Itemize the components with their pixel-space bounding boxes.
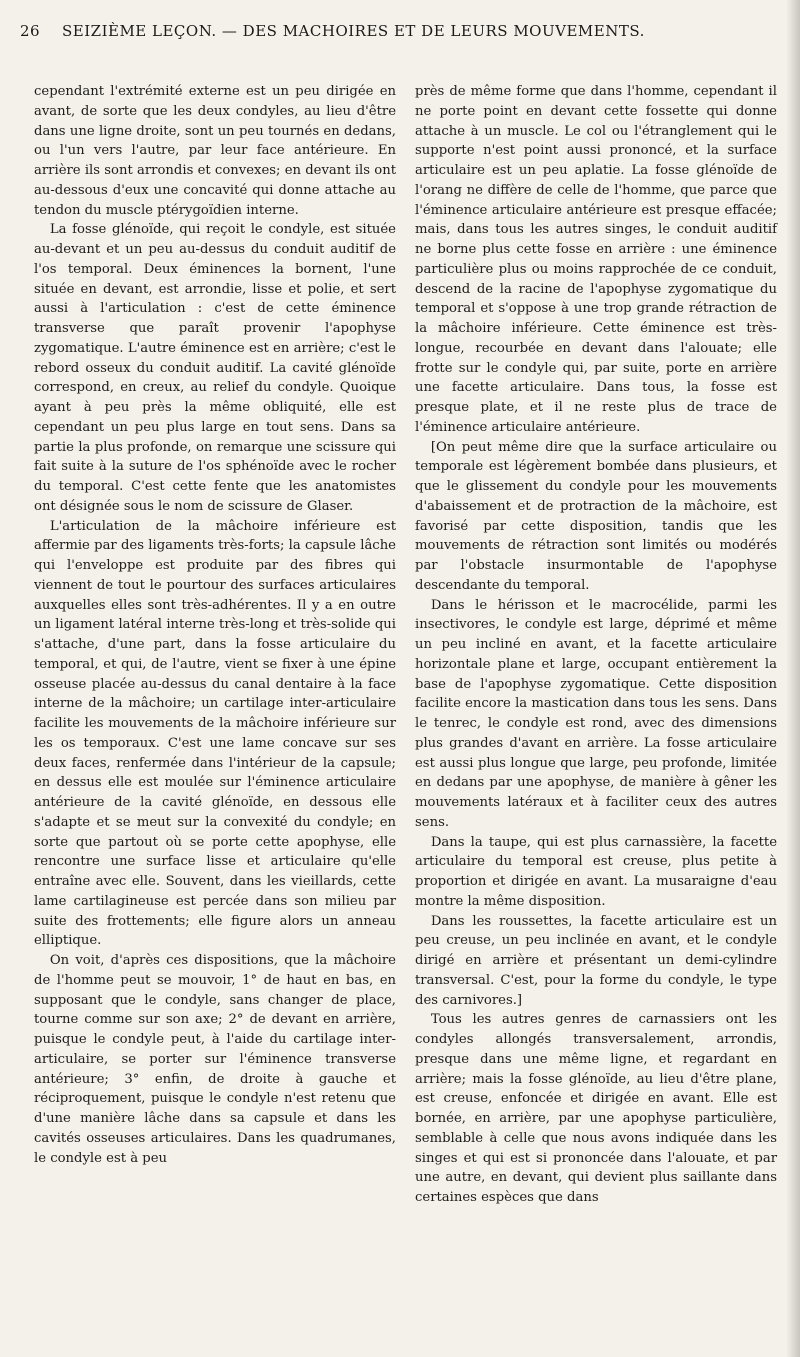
- paragraph: On voit, d'après ces dispositions, que la mâchoire de l'homme peut se mouvoir, 1° de haut en bas, en supposant que le condyle, sans changer de place, tourne comme sur son axe; 2° de devant en arrière, puisque le condyle peut, à l'aide du cartilage inter-articulaire, se porter sur l'éminence transverse antérieure; 3° enfin, de droite à gauche et réciproquement, puisque le condyle n'est retenu que d'une manière lâche dans sa capsule et dans les cavités osseuses articulaires. Dans les quadrumanes, le condyle est à peu: [34, 953, 396, 1166]
- page-number: 26: [20, 22, 41, 40]
- running-title: SEIZIÈME LEÇON. — DES MACHOIRES ET DE LEURS MOUVEMENTS.: [62, 22, 645, 40]
- paragraph: L'articulation de la mâchoire inférieure est affermie par des ligaments très-forts; la capsule lâche qui l'enveloppe est produite par des fibres qui viennent de tout le pourtour des surfaces articulaires auxquelles elles sont très-adhérentes. Il y a en outre un ligament latéral interne très-long et très-solide qui s'attache, d'une part, dans la fosse articulaire du temporal, et qui, de l'autre, vient se fixer à une épine osseuse placée au-dessus du canal dentaire à la face interne de la mâchoire; un cartilage inter-articulaire facilite les mouvements de la mâchoire inférieure sur les os temporaux. C'est une lame concave sur ses deux faces, renfermée dans l'intérieur de la capsule; en dessus elle est moulée sur l'éminence articulaire antérieure de la cavité glénoïde, en dessous elle s'adapte et se meut sur la convexité du condyle; en sorte que partout où se porte cette apophyse, elle rencontre une surface lisse et articulaire qu'elle entraîne avec elle. Souvent, dans les vieillards, cette lame cartilagineuse est percée dans son milieu par suite des frottements; elle figure alors un anneau elliptique.: [34, 518, 396, 949]
- paragraph: cependant l'extrémité externe est un peu dirigée en avant, de sorte que les deux condyles, au lieu d'être dans une ligne droite, sont un peu tournés en dedans, ou l'un vers l'autre, par leur face antérieure. En arrière ils sont arrondis et convexes; en devant ils ont au-dessous d'eux une concavité qui donne attache au tendon du muscle ptérygoïdien interne.: [34, 84, 396, 218]
- running-header: [20, 22, 780, 44]
- paragraph: Dans la taupe, qui est plus carnassière, la facette articulaire du temporal est creuse, plus petite à proportion et dirigée en avant. La musaraigne d'eau montre la même disposition.: [415, 834, 777, 909]
- paragraph: près de même forme que dans l'homme, cependant il ne porte point en devant cette fossette qui donne attache à un muscle. Le col ou l'étranglement qui le supporte n'est point aussi prononcé, et la surface articulaire est un peu aplatie. La fosse glénoïde de l'orang ne diffère de celle de l'homme, que parce que l'éminence articulaire antérieure est presque effacée; mais, dans tous les autres singes, le conduit auditif ne borne plus cette fosse en arrière : une éminence particulière plus ou moins rapprochée de ce conduit, descend de la racine de l'apophyse zygomatique du temporal et s'oppose à une trop grande rétraction de la mâchoire inférieure. Cette éminence est très-longue, recourbée en devant dans l'alouate; elle frotte sur le condyle qui, par suite, porte en arrière une facette articulaire. Dans tous, la fosse est presque plate, et il ne reste plus de trace de l'éminence articulaire antérieure.: [415, 84, 777, 435]
- paragraph: La fosse glénoïde, qui reçoit le condyle, est située au-devant et un peu au-dessus du conduit auditif de l'os temporal. Deux éminences la bornent, l'une située en devant, est arrondie, lisse et polie, et sert aussi à l'articulation : c'est de cette éminence transverse que paraît provenir l'apophyse zygomatique. L'autre éminence est en arrière; c'est le rebord osseux du conduit auditif. La cavité glénoïde correspond, en creux, au relief du condyle. Quoique ayant à peu près la même obliquité, elle est cependant un peu plus large en tout sens. Dans sa partie la plus profonde, on remarque une scissure qui fait suite à la suture de l'os sphénoïde avec le rocher du temporal. C'est cette fente que les anatomistes ont désignée sous le nom de scissure de Glaser.: [34, 222, 396, 514]
- paragraph: Tous les autres genres de carnassiers ont les condyles allongés transversalement, arrondis, presque dans une même ligne, et regardant en arrière; mais la fosse glénoïde, au lieu d'être plane, est creuse, enfoncée et dirigée en avant. Elle est bornée, en arrière, par une apophyse particulière, semblable à celle que nous avons indiquée dans les singes et qui est si prononcée dans l'alouate, et par une autre, en devant, qui devient plus saillante dans certaines espèces que dans: [415, 1012, 777, 1205]
- page-edge-shadow: [786, 0, 800, 1357]
- left-column: [34, 82, 396, 1168]
- paragraph: Dans le hérisson et le macrocélide, parmi les insectivores, le condyle est large, déprimé et même un peu incliné en avant, et la facette articulaire horizontale plane et large, occupant entièrement la base de l'apophyse zygomatique. Cette disposition facilite encore la mastication dans tous les sens. Dans le tenrec, le condyle est rond, avec des dimensions plus grandes d'avant en arrière. La fosse articulaire est aussi plus longue que large, peu profonde, limitée en dedans par une apophyse, de manière à gêner les mouvements latéraux et à faciliter ceux des autres sens.: [415, 597, 777, 830]
- paragraph: [On peut même dire que la surface articulaire ou temporale est légèrement bombée dans plusieurs, et que le glissement du condyle pour les mouvements d'abaissement et de protraction de la mâchoire, est favorisé par cette disposition, tandis que les mouvements de rétraction sont limités ou modérés par l'obstacle insurmontable de l'apophyse descendante du temporal.: [415, 439, 777, 593]
- paragraph: Dans les roussettes, la facette articulaire est un peu creuse, un peu inclinée en avant, et le condyle dirigé en arrière et présentant un demi-cylindre transversal. C'est, pour la forme du condyle, le type des carnivores.]: [415, 913, 777, 1008]
- right-column: [415, 82, 777, 1208]
